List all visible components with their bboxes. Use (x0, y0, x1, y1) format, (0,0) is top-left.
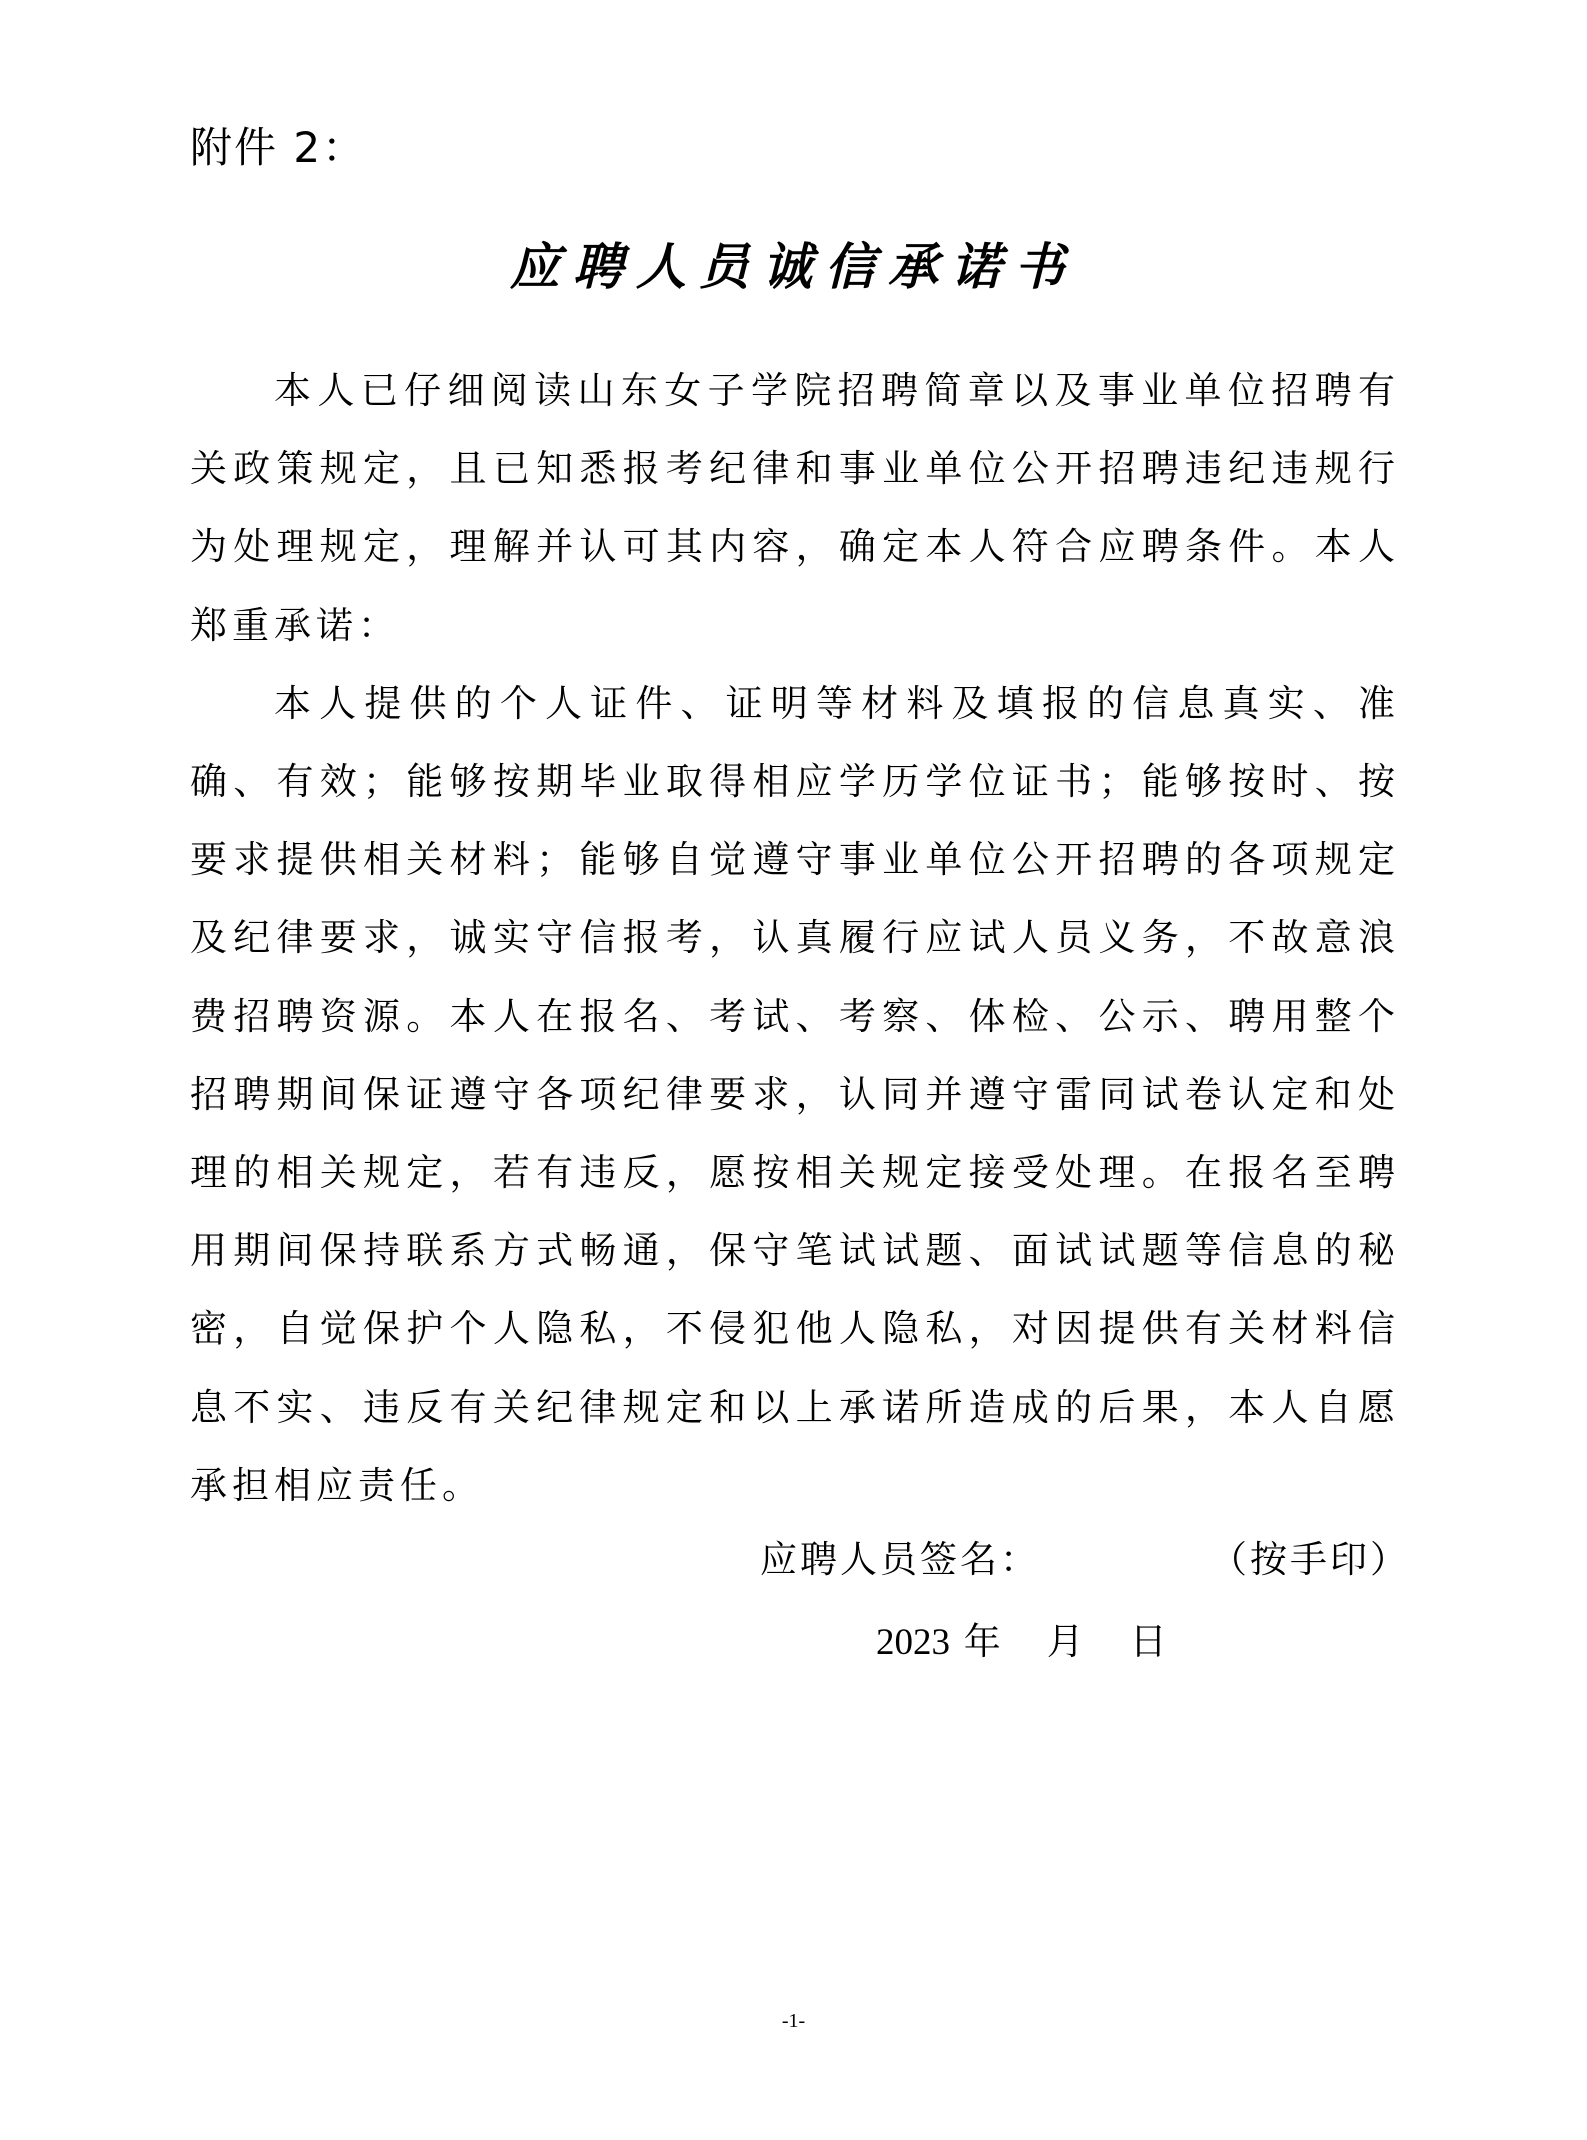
date-line (876, 1612, 1169, 1673)
document-body (190, 352, 1400, 1525)
date-year: 2023 (876, 1622, 950, 1663)
fingerprint-note: （按手印） (1210, 1538, 1410, 1581)
body-paragraph-commitment: 本人提供的个人证件、证明等材料及填报的信息真实、准确、有效；能够按期毕业取得相应学历学位证书；能够按时、按要求提供相关材料；能够自觉遵守事业单位公开招聘的各项规定及纪律要求，诚实守信报考，认真履行应试人员义务，不故意浪费招聘资源。本人在报名、考试、考察、体检、公示、聘用整个招聘期间保证遵守各项纪律要求，认同并遵守雷同试卷认定和处理的相关规定，若有违反，愿按相关规定接受处理。在报名至聘用期间保持联系方式畅通，保守笔试试题、面试试题等信息的秘密，自觉保护个人隐私，不侵犯他人隐私，对因提供有关材料信息不实、违反有关纪律规定和以上承诺所造成的后果，本人自愿承担相应责任。 (190, 681, 1400, 1507)
attachment-label: 附件 2： (190, 123, 367, 172)
document-title: 应聘人员诚信承诺书 (510, 237, 1077, 296)
signature-label: 应聘人员签名： (760, 1538, 1040, 1581)
page-number: -1- (781, 2010, 806, 2032)
signature-line (760, 1530, 1410, 1590)
date-month-unit: 月 (1046, 1620, 1086, 1663)
date-day-unit: 日 (1129, 1620, 1169, 1663)
date-year-unit: 年 (963, 1620, 1003, 1663)
body-paragraph-intro: 本人已仔细阅读山东女子学院招聘简章以及事业单位招聘有关政策规定，且已知悉报考纪律和事业单位公开招聘违纪违规行为处理规定，理解并认可其内容，确定本人符合应聘条件。本人郑重承诺： (190, 369, 1400, 647)
